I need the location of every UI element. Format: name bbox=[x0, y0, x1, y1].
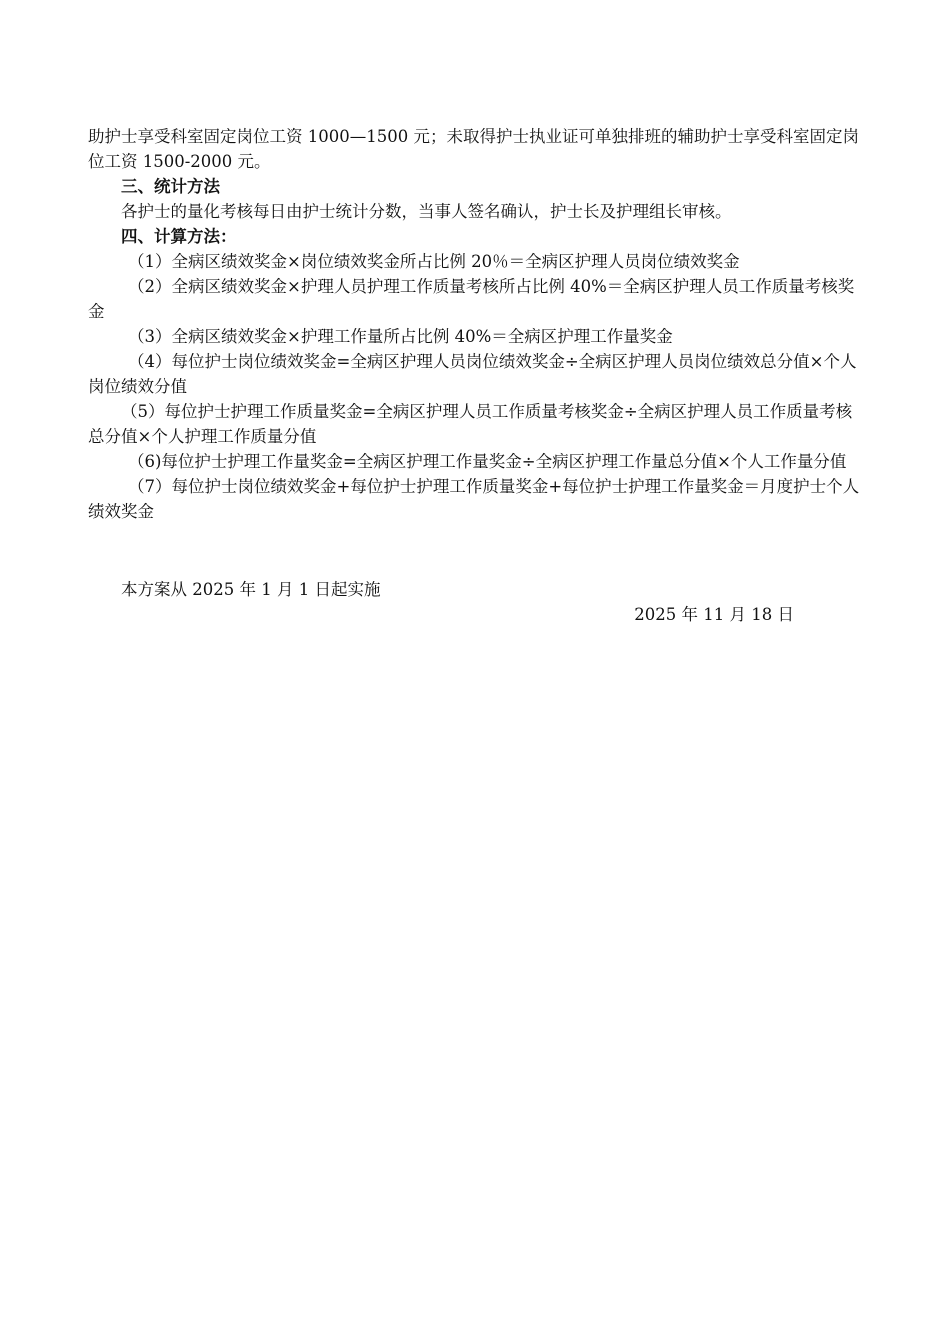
section-3-body: 各护士的量化考核每日由护士统计分数，当事人签名确认，护士长及护理组长审核。 bbox=[121, 202, 732, 221]
calc-item-4: （4）每位护士岗位绩效奖金=全病区护理人员岗位绩效奖金÷全病区护理人员岗位绩效总分值×个人岗位绩效分值 bbox=[88, 352, 857, 396]
calc-item-7: （7）每位护士岗位绩效奖金+每位护士护理工作质量奖金+每位护士护理工作量奖金＝月度护士个人绩效奖金 bbox=[88, 477, 860, 521]
continuation-paragraph: 助护士享受科室固定岗位工资 1000—1500 元；未取得护士执业证可单独排班的辅助护士享受科室固定岗位工资 1500-2000 元。 bbox=[88, 127, 859, 171]
calc-item-5: （5）每位护士护理工作质量奖金=全病区护理人员工作质量考核奖金÷全病区护理人员工作质量考核总分值×个人护理工作质量分值 bbox=[88, 402, 853, 446]
spacer bbox=[88, 524, 866, 577]
section-3-heading: 三、统计方法 bbox=[121, 177, 220, 196]
calc-item-2: （2）全病区绩效奖金×护理人员护理工作质量考核所占比例 40%＝全病区护理人员工作质量考核奖金 bbox=[88, 277, 855, 321]
effective-date-statement: 本方案从 2025 年 1 月 1 日起实施 bbox=[121, 580, 381, 599]
calc-item-6: （6)每位护士护理工作量奖金=全病区护理工作量奖金÷全病区护理工作量总分值×个人工作量分值 bbox=[128, 452, 847, 471]
calc-item-1: （1）全病区绩效奖金×岗位绩效奖金所占比例 20％＝全病区护理人员岗位绩效奖金 bbox=[128, 252, 740, 271]
calc-item-3: （3）全病区绩效奖金×护理工作量所占比例 40%＝全病区护理工作量奖金 bbox=[128, 327, 673, 346]
document-date: 2025 年 11 月 18 日 bbox=[634, 605, 794, 624]
document-body bbox=[88, 124, 866, 627]
section-4-heading: 四、计算方法： bbox=[121, 227, 237, 246]
